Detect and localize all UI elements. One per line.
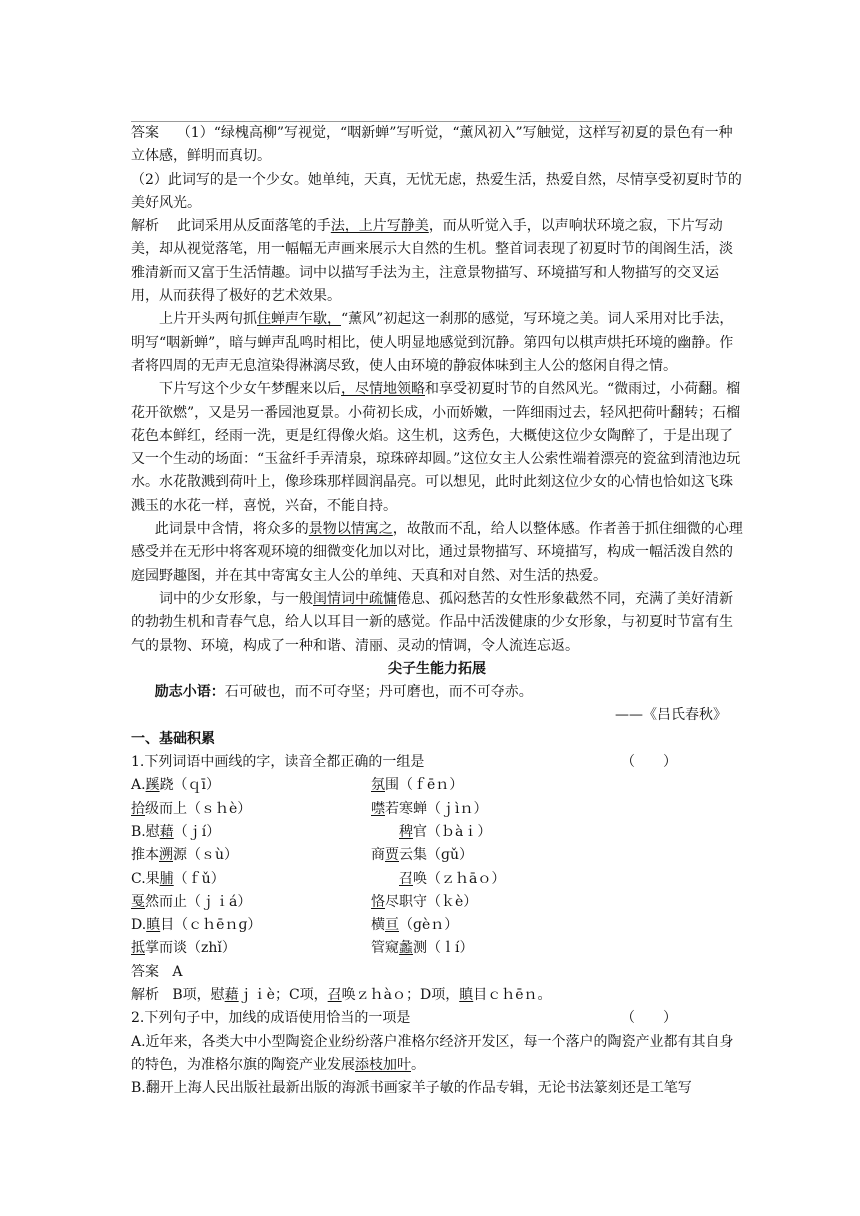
underlined-phrase: 闺情词中疏慵: [313, 590, 397, 607]
underlined-phrase: 添枝加叶: [355, 1056, 411, 1073]
underlined-char: 召: [399, 870, 413, 887]
option-row: 抵掌而谈（zhǐ） 管窥蠡测（ｌí）: [131, 940, 474, 957]
underlined-char: 蹊: [145, 777, 160, 794]
underlined-char: 戛: [131, 893, 145, 910]
analysis-text: ，而从听觉入手，以声响状环境之寂，下片写动美，却从视觉落笔，用一幅幅无声画来展示大自然的生机。整首词表现了初夏时节的闺阁生活，淡雅清新而又富于生活情趣。词中以描写手法为主，注意景物描写、环境描写和人物描写的交叉运用，从而获得了极好的艺术效果。: [131, 218, 733, 305]
answer-paren: （ ）: [621, 754, 677, 771]
analysis-paragraph-5: [131, 588, 743, 658]
analysis-label: 解析: [131, 218, 159, 235]
document-page: [131, 122, 743, 1100]
part-heading: 一、基础积累: [131, 730, 215, 747]
analysis-text: 词中的少女形象，与一般: [159, 590, 313, 607]
option-row: 拾级而上（ｓｈè） 噤若寒蝉（ｊìｎ）: [131, 800, 488, 817]
option-row: 推本溯源（ｓù） 商贾云集（ɡǔ）: [131, 847, 473, 864]
underlined-phrase: ，尽情地领略: [341, 381, 425, 398]
answer-paren: （ ）: [621, 1010, 677, 1027]
analysis-text: 上片开头两句抓: [159, 311, 257, 328]
underlined-phrase: 住蝉声乍歇，: [257, 311, 341, 328]
motto-text: 石可破也，而不可夺坚；丹可磨也，而不可夺赤。: [224, 684, 533, 701]
underlined-char: 抵: [131, 940, 145, 957]
option-row: D.瞋目（ｃｈēｎɡ） 横亘（ɡèｎ）: [131, 917, 459, 934]
underlined-char: 氛: [371, 777, 385, 794]
underlined-char: 蠡: [399, 940, 413, 957]
option-row: B.慰藉（ｊí） 稗官（ｂàｉ）: [131, 823, 492, 840]
answer-label: 答案: [131, 125, 159, 141]
answer-paragraph-2: （2）此词写的是一个少女。她单纯，天真，无忧无虑，热爱生活，热爱自然，尽情享受初夏时节的美好风光。: [131, 171, 742, 211]
analysis-text: 此词景中含情，将众多的: [154, 521, 309, 538]
question-2-stem: [131, 1007, 743, 1030]
question-1-options: [131, 774, 743, 960]
question-text: 2.下列句子中，加线的成语使用恰当的一项是: [131, 1010, 411, 1027]
section-title: 尖子生能力拓展: [388, 660, 486, 677]
motto-source: ——《吕氏春秋》: [615, 707, 727, 724]
underlined-char: 脯: [159, 870, 174, 887]
answer-paragraph-1: [131, 122, 743, 169]
answer-label: 答案: [131, 963, 159, 980]
underlined-char: 瞋: [146, 917, 161, 934]
motto-line: [131, 681, 743, 704]
analysis-paragraph-2: [131, 308, 743, 378]
question-1-answer: [131, 961, 743, 984]
underlined-phrase: 景物以情寓之: [308, 521, 393, 538]
underlined-char: 稗: [399, 823, 413, 840]
motto-label: 励志小语：: [154, 684, 225, 701]
option-row: 戛然而止（ｊｉá） 恪尽职守（ｋè）: [131, 893, 478, 910]
answer-part-1: （1）“绿槐高柳”写视觉，“咽新蝉”写听觉，“薰风初入”写触觉，这样写初夏的景色有一种立体感，鲜明而真切。: [131, 125, 733, 165]
underlined-char: 亘: [385, 917, 399, 934]
analysis-paragraph-3: [131, 378, 743, 518]
underlined-char: 贾: [385, 847, 399, 864]
underlined-char: 拾: [131, 800, 145, 817]
option-row: A.蹊跷（ｑī） 氛围（ｆēｎ）: [131, 777, 464, 794]
underlined-char: 瞋: [459, 986, 474, 1003]
question-2-option-a: A.近年来，各类大中小型陶瓷企业纷纷落户准格尔经济开发区，每一个落户的陶瓷产业都有其自身的特色，为准格尔旗的陶瓷产业发展添枝加叶。: [131, 1033, 734, 1073]
analysis-paragraph-4: [131, 518, 743, 588]
underlined-char: 藉: [159, 823, 174, 840]
analysis-text: 倦息、孤闷愁苦的女性形象截然不同，充满了美好清新的勃勃生机和青春气息，给人以耳目一新的感觉。作品中活泼健康的少女形象，与初夏时节富有生气的景物、环境，构成了一种和谐、清丽、灵动的情调，令人流连忘返。: [131, 590, 733, 654]
underlined-char: 召: [327, 986, 342, 1003]
option-row: C.果脯（ｆǔ） 召唤（ｚｈāｏ）: [131, 870, 506, 887]
analysis-label: 解析: [131, 986, 159, 1003]
analysis-text: 此词采用从反面落笔的手: [176, 218, 331, 235]
analysis-paragraph-1: [131, 215, 743, 308]
question-1-analysis: 解析 B项，慰藉ｊｉè；C项，召唤ｚｈàｏ；D项，瞋目ｃｈēｎ。: [131, 986, 552, 1003]
question-text: 1.下列词语中画线的字，读音全都正确的一组是: [131, 754, 425, 771]
analysis-text: ，故散而不乱，给人以整体感。作者善于抓住细微的心理感受并在无形中将客观环境的细微变化加以对比，通过景物描写、环境描写，构成一幅活泼自然的庭园野趣图，并在其中寄寓女主人公的单纯、天真和对自然、对生活的热爱。: [131, 521, 743, 584]
underlined-char: 溯: [159, 847, 173, 864]
answer-value: A: [172, 963, 183, 980]
analysis-text: 和享受初夏时节的自然风光。“微雨过，小荷翻。榴花开欲燃”，又是另一番园池夏景。小荷初长成，小而娇嫩，一阵细雨过去，轻风把荷叶翻转；石榴花色本鲜红，经雨一洗，更是红得像火焰。这生机，这秀色，大概使这位少女陶醉了，于是出现了又一个生动的场面：“玉盆纤手弄清泉，琼珠碎却圆。”这位女主人公索性端着漂亮的瓷盆到清池边玩水。水花散溅到荷叶上，像珍珠那样圆润晶亮。可以想见，此时此刻这位少女的心情也恰如这飞珠溅玉的水花一样，喜悦，兴奋，不能自持。: [131, 381, 741, 514]
analysis-text: 下片写这个少女午梦醒来以后: [159, 381, 341, 398]
underlined-phrase: 法，上片写静美: [330, 218, 429, 235]
question-2-option-b: B.翻开上海人民出版社最新出版的海派书画家羊子敏的作品专辑，无论书法篆刻还是工笔写: [131, 1080, 692, 1097]
underlined-char: 藉: [224, 986, 239, 1003]
question-1-stem: [131, 751, 743, 774]
underlined-char: 噤: [371, 800, 385, 817]
analysis-text: “薰风”初起这一刹那的感觉，写环境之美。词人采用对比手法，明写“咽新蝉”，暗与蝉声乱鸣时相比，使人明显地感觉到沉静。第四句以棋声烘托环境的幽静。作者将四周的无声无息渲染得淋漓尽致，使人由环境的静寂体味到主人公的悠闲自得之情。: [131, 311, 734, 374]
underlined-char: 恪: [371, 893, 385, 910]
